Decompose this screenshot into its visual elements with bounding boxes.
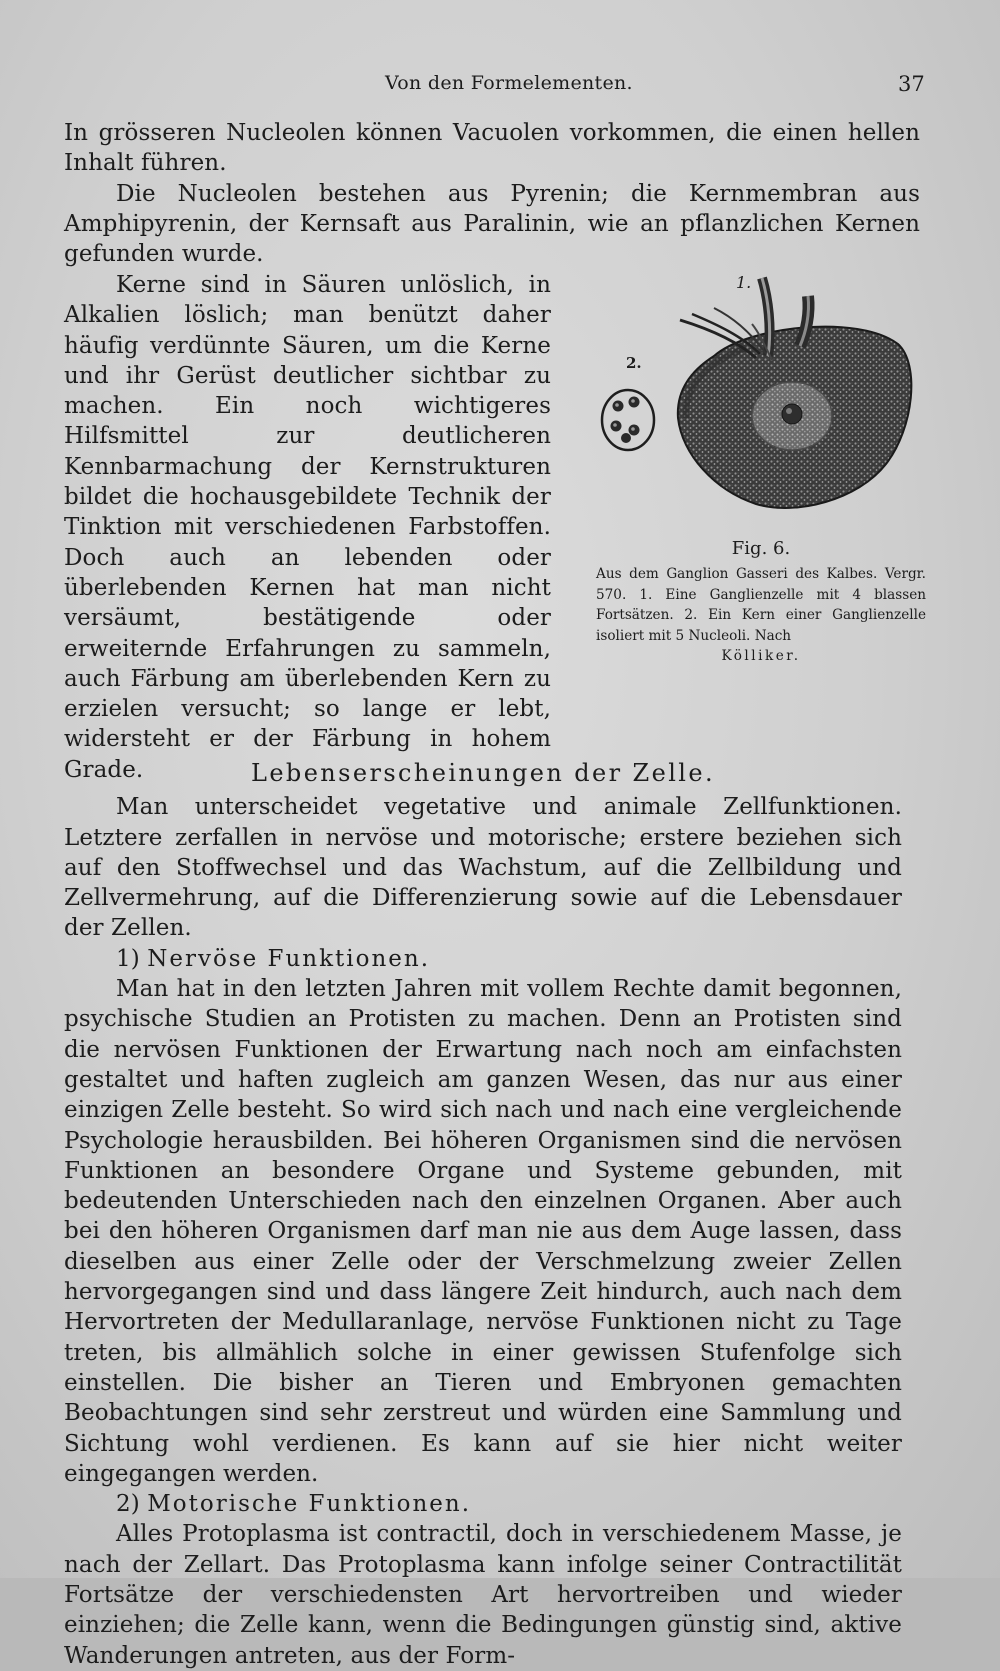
- figure-6: [596, 268, 926, 668]
- figure-number: Fig. 6.: [731, 538, 791, 559]
- paragraph-pyrenin: Die Nucleolen bestehen aus Pyrenin; die Kernmembran aus Amphipyrenin, der Kernsaft aus Paralinin, wie an pflanzlichen Kernen gefunden wurde.: [64, 180, 920, 268]
- paragraph-nervous-functions: Man hat in den letzten Jahren mit vollem Rechte damit begonnen, psychische Studien an Protisten zu machen. Denn an Protisten sind die nervösen Funktionen der Erwartung nach noch am einfachsten gestaltet und haften zugleich am ganzen Wesen, das nur aus einer einzigen Zelle besteht. So wird sich nach und nach eine vergleichende Psychologie herausbilden. Bei höheren Organismen sind die nervösen Funktionen an besondere Organe und Systeme gebunden, mit bedeutenden Unterschieden nach den einzelnen Organen. Aber auch bei den höheren Organismen darf man nie aus dem Auge lassen, dass dieselben aus einer Zelle oder der Verschmelzung zweier Zellen hervorgegangen sind und dass längere Zeit hindurch, auch nach dem Hervortreten der Medullaranlage, nervöse Funktionen nicht zu Tage treten, bis allmählich solche in einer gewissen Stufenfolge sich einstellen. Die bisher an Tieren und Embryonen gemachten Beobachtungen sind sehr zerstreut und würden eine Sammlung und Sichtung wohl verdienen. Es kann auf sie hier nicht weiter eingegangen werden.: [64, 976, 902, 1487]
- paragraph-vacuolen: In grösseren Nucleolen können Vacuolen vorkommen, die einen hellen Inhalt führen.: [64, 120, 920, 177]
- figure-wrapped-column: [64, 270, 551, 785]
- ganglion-cell: [678, 327, 912, 508]
- paragraph-motor-functions: Alles Protoplasma ist contractil, doch in verschiedenem Masse, je nach der Zellart. Das Protoplasma kann infolge seiner Contractilität Fortsätze der verschiedensten Art hervortreiben und wieder einziehen; die Zelle kann, wenn die Bedingungen günstig sind, aktive Wanderungen antreten, aus der Form-: [64, 1521, 902, 1669]
- subsection-1-title: Nervöse Funktionen.: [147, 945, 431, 972]
- page-number: 37: [898, 72, 925, 96]
- subsection-1-number: 1): [116, 945, 140, 972]
- figure-caption: [596, 564, 926, 667]
- figure-caption-main: Aus dem Ganglion Gasseri des Kalbes. Vergr. 570. 1. Eine Ganglienzelle mit 4 blassen Fortsätzen. 2. Ein Kern einer Ganglienzelle isoliert mit 5 Nucleoli. Nach: [596, 566, 926, 644]
- subsection-2-number: 2): [116, 1491, 140, 1518]
- intro-paragraphs: [64, 118, 920, 269]
- running-title: Von den Formelementen.: [385, 72, 633, 94]
- section-title: Lebenserscheinungen der Zelle.: [250, 759, 715, 787]
- paragraph-kerne: Kerne sind in Säuren unlöslich, in Alkalien löslich; man benützt daher häufig verdünnte Säuren, um die Kerne und ihr Gerüst deutlicher sichtbar zu machen. Ein noch wichtigeres Hilfsmittel zur deutlicheren Kennbarmachung der Kernstrukturen bildet die hochausgebildete Technik der Tinktion mit verschiedenen Farbstoffen. Doch auch an lebenden oder überlebenden Kernen hat man nicht versäumt, bestätigende oder erweiternde Erfahrungen zu sammeln, auch Färbung am überlebenden Kern zu erzielen versucht; so lange er lebt, widersteht er der Färbung in hohem Grade.: [64, 272, 551, 783]
- figure-label-2: 2.: [626, 354, 642, 372]
- subsection-heading-motor: [64, 1489, 902, 1519]
- figure-caption-author: Kölliker.: [721, 648, 801, 664]
- nucleolus: [782, 404, 802, 424]
- isolated-nucleus: [602, 390, 654, 450]
- subsection-heading-nervous: [64, 944, 902, 974]
- figure-label-1: 1.: [736, 273, 752, 292]
- main-section: [64, 750, 902, 1671]
- page-header: [0, 72, 1000, 102]
- ganglion-cell-illustration: [596, 268, 926, 558]
- subsection-2-title: Motorische Funktionen.: [147, 1491, 472, 1518]
- paragraph-section-intro: Man unterscheidet vegetative und animale Zellfunktionen. Letztere zerfallen in nervöse und motorische; erstere beziehen sich auf den Stoffwechsel und das Wachstum, auf die Zellbildung und Zellvermehrung, auf die Differenzierung sowie auf die Lebensdauer der Zellen.: [64, 794, 902, 942]
